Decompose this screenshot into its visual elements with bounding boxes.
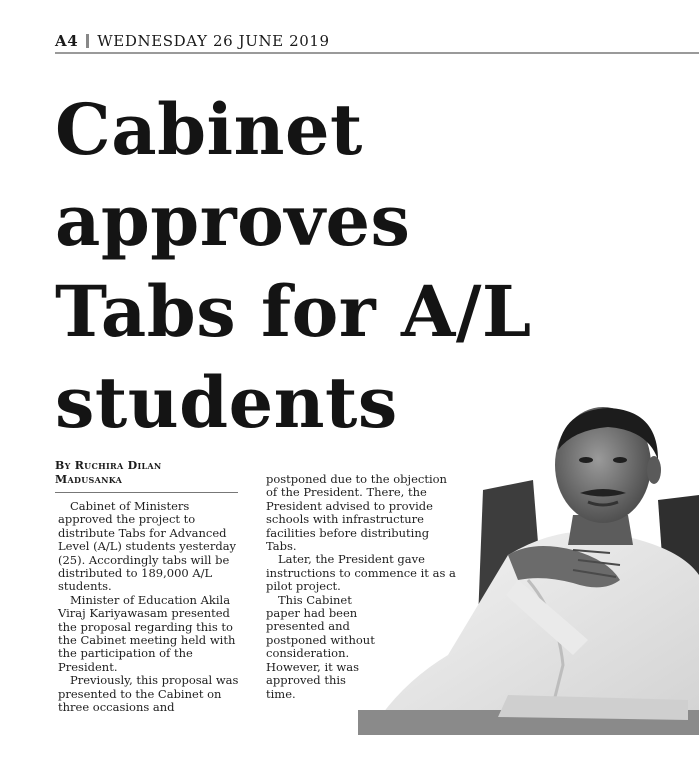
article-paragraph: Later, the President gave instructions to commence it as a pilot project.	[266, 552, 456, 594]
article-paragraph: postponed due to the objection of the President. There, the President advised to provide schools with infrastructure facilities before distributing Tabs.	[266, 472, 447, 554]
headline-line-2: approves	[55, 179, 411, 262]
article-paragraph: Previously, this proposal was presented to the Cabinet on three occasions and	[58, 673, 239, 715]
byline-rule	[55, 492, 238, 493]
issue-date: WEDNESDAY 26 JUNE 2019	[97, 32, 330, 50]
page-number: A4	[55, 32, 79, 50]
headline	[55, 84, 685, 448]
article-column-1	[58, 500, 244, 715]
byline	[55, 459, 235, 487]
header-separator	[86, 34, 89, 48]
minister-photo	[358, 405, 699, 735]
article-paragraph: Minister of Education Akila Viraj Kariyawasam presented the proposal regarding this to the Cabinet meeting held with the participation of the President.	[58, 592, 236, 674]
bottom-margin	[0, 740, 699, 773]
article-paragraph: This Cabinet paper had been presented and postponed without consideration. However, it was approved this time.	[266, 592, 375, 701]
page-header	[55, 28, 699, 54]
header-rule	[55, 52, 699, 54]
headline-line-1: Cabinet	[55, 88, 363, 171]
byline-line-2: Madusanka	[55, 473, 123, 486]
article-paragraph: Cabinet of Ministers approved the project to distribute Tabs for Advanced Level (A/L) students yesterday (25). Accordingly tabs will be distributed to 189,000 A/L students.	[58, 499, 237, 594]
headline-line-3: Tabs for A/L	[55, 270, 532, 353]
headline-line-4: students	[55, 361, 398, 444]
byline-line-1: By Ruchira Dilan	[55, 459, 162, 472]
